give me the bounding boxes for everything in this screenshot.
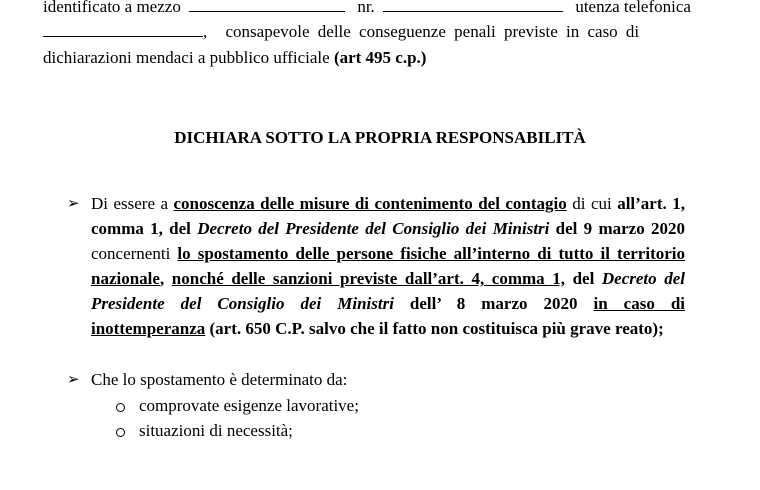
circle-bullet-icon — [116, 403, 125, 412]
blank-field[interactable] — [189, 0, 345, 12]
intro-text: nr. — [357, 0, 375, 16]
text-run: Presidente del Consiglio dei Ministri — [91, 294, 394, 313]
text-run: del — [565, 269, 602, 288]
text-run: di cui — [566, 194, 618, 213]
intro-line-2 — [43, 22, 639, 42]
intro-line-1 — [43, 0, 691, 17]
text-run: lo spostamento delle persone fisiche all’interno di tutto il territorio — [177, 244, 685, 263]
intro-line-3 — [43, 48, 426, 68]
text-run: Decreto del — [601, 269, 685, 288]
blank-field[interactable] — [43, 22, 203, 37]
section-heading: DICHIARA SOTTO LA PROPRIA RESPONSABILITÀ — [174, 128, 586, 147]
bullet2-text: Che lo spostamento è determinato da: — [91, 370, 348, 389]
text-run: nonché delle sanzioni previste dall’art. 4, comma 1, — [171, 269, 565, 288]
text-run: inottemperanza — [91, 319, 206, 338]
intro-text: identificato a mezzo — [43, 0, 181, 16]
text-run: Di essere a — [91, 194, 174, 213]
bullet1-line-1 — [91, 194, 685, 214]
sub-item: comprovate esigenze lavorative; — [139, 396, 359, 415]
arrow-bullet-icon: ➢ — [67, 372, 80, 388]
sub-item: situazioni di necessità; — [139, 421, 293, 440]
bullet1-line-6 — [91, 319, 664, 339]
bullet1-line-4 — [91, 269, 685, 289]
intro-text: dichiarazioni mendaci a pubblico ufficiale — [43, 48, 330, 67]
text-run: conoscenza delle misure di contenimento del contagio — [173, 194, 567, 213]
intro-text: utenza telefonica — [575, 0, 691, 16]
text-run: comma 1, del — [91, 219, 198, 238]
text-run: nazionale — [91, 269, 160, 288]
intro-text: , — [203, 22, 208, 41]
legal-reference: (art 495 c.p.) — [333, 48, 427, 67]
text-run: concernenti — [91, 244, 178, 263]
arrow-bullet-icon: ➢ — [67, 196, 80, 212]
text-run: all’art. 1, — [617, 194, 685, 213]
bullet1-line-2 — [91, 219, 685, 239]
text-run: , — [159, 269, 172, 288]
text-run: Decreto del Presidente del Consiglio dei Ministri — [197, 219, 550, 238]
text-run: in caso di — [593, 294, 685, 313]
text-run: del 9 marzo 2020 — [549, 219, 686, 238]
circle-bullet-icon — [116, 428, 125, 437]
text-run: dell’ 8 marzo 2020 — [393, 294, 594, 313]
text-run: (art. 650 C.P. salvo che il fatto non costituisca più grave reato); — [205, 319, 664, 338]
bullet1-line-5 — [91, 294, 685, 314]
blank-field[interactable] — [383, 0, 563, 12]
intro-text: consapevole delle conseguenze penali previste in caso di — [225, 22, 640, 41]
bullet1-line-3 — [91, 244, 685, 264]
